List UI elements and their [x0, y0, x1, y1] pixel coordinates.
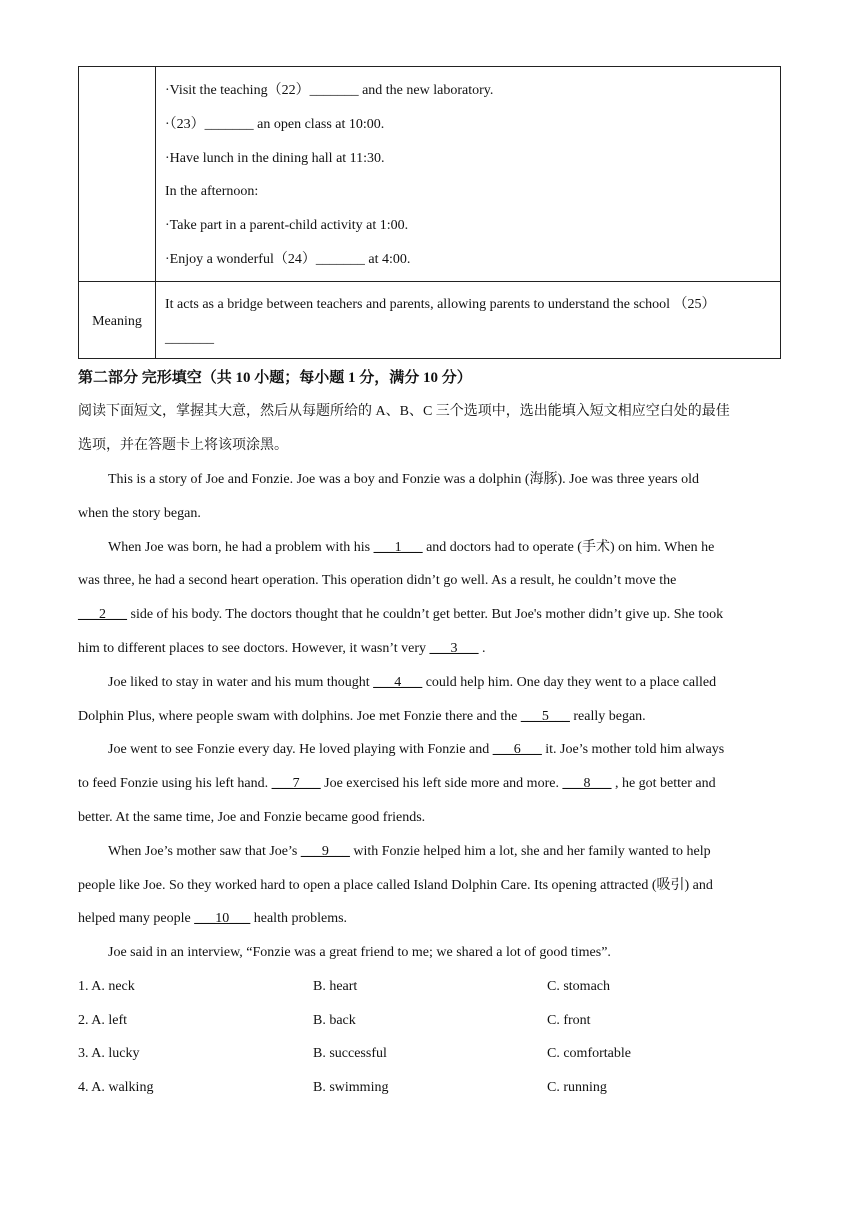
- question-3-option-b[interactable]: B. successful: [313, 1046, 387, 1061]
- question-2-option-a[interactable]: 2. A. left: [78, 1013, 127, 1028]
- passage-line: people like Joe. So they worked hard to open a place called Island Dolphin Care. Its opening attracted (吸引) and: [78, 878, 713, 893]
- question-1-option-c[interactable]: C. stomach: [547, 979, 610, 994]
- question-3-option-c[interactable]: C. comfortable: [547, 1046, 631, 1061]
- blank-5: ___5___: [520, 709, 570, 724]
- passage-line: better. At the same time, Joe and Fonzie became good friends.: [78, 810, 426, 825]
- table-line: In the afternoon:: [165, 184, 259, 199]
- meaning-label: Meaning: [92, 314, 142, 329]
- meaning-text: It acts as a bridge between teachers and parents, allowing parents to understand the school （25）: [165, 297, 716, 312]
- blank-8: ___8___: [562, 776, 612, 791]
- blank-3: ___3___: [429, 641, 479, 656]
- passage-line: was three, he had a second heart operation. This operation didn’t go well. As a result, he couldn’t move the: [78, 573, 677, 588]
- question-4-option-b[interactable]: B. swimming: [313, 1080, 389, 1095]
- blank-9: ___9___: [300, 844, 350, 859]
- passage-line: to feed Fonzie using his left hand. ___7___ Joe exercised his left side more and more. ___8___ , he got better and: [78, 776, 716, 791]
- passage-line: Joe liked to stay in water and his mum thought ___4___ could help him. One day they went to a place called: [108, 675, 717, 690]
- question-1-option-a[interactable]: 1. A. neck: [78, 979, 135, 994]
- passage-line: Joe went to see Fonzie every day. He loved playing with Fonzie and ___6___ it. Joe’s mother told him always: [108, 742, 725, 757]
- blank-10: ___10___: [194, 911, 251, 926]
- instruction-line: 选项，并在答题卡上将该项涂黑。: [78, 438, 288, 453]
- blank-4: ___4___: [373, 675, 423, 690]
- passage-line: helped many people ___10___ health problems.: [78, 911, 348, 926]
- question-1-option-b[interactable]: B. heart: [313, 979, 358, 994]
- table-line: ·Have lunch in the dining hall at 11:30.: [165, 151, 385, 166]
- instruction-line: 阅读下面短文，掌握其大意，然后从每题所给的 A、B、C 三个选项中，选出能填入短文相应空白处的最佳: [78, 404, 730, 419]
- blank-1: ___1___: [373, 540, 423, 555]
- table-line: ·（23）_______ an open class at 10:00.: [165, 117, 385, 132]
- schedule-table: [78, 66, 781, 359]
- passage-line: him to different places to see doctors. However, it wasn’t very ___3___ .: [78, 641, 486, 656]
- passage-line: When Joe’s mother saw that Joe’s ___9___ with Fonzie helped him a lot, she and her family wanted to help: [108, 844, 711, 859]
- table-column-divider: [155, 67, 156, 358]
- question-4-option-c[interactable]: C. running: [547, 1080, 607, 1095]
- question-3-option-a[interactable]: 3. A. lucky: [78, 1046, 140, 1061]
- table-line: ·Visit the teaching（22）_______ and the new laboratory.: [165, 83, 494, 98]
- question-2-option-c[interactable]: C. front: [547, 1013, 591, 1028]
- table-line: ·Take part in a parent-child activity at 1:00.: [165, 218, 409, 233]
- blank-7: ___7___: [271, 776, 321, 791]
- table-line: ·Enjoy a wonderful（24）_______ at 4:00.: [165, 252, 411, 267]
- passage-line: Joe said in an interview, “Fonzie was a great friend to me; we shared a lot of good times”.: [108, 945, 611, 960]
- blank-2: ___2___: [78, 607, 127, 622]
- question-4-option-a[interactable]: 4. A. walking: [78, 1080, 154, 1095]
- passage-line: This is a story of Joe and Fonzie. Joe was a boy and Fonzie was a dolphin (海豚). Joe was three years old: [108, 472, 699, 487]
- section-heading: 第二部分 完形填空（共 10 小题；每小题 1 分，满分 10 分）: [78, 370, 472, 386]
- passage-line: When Joe was born, he had a problem with his ___1___ and doctors had to operate (手术) on him. When he: [108, 540, 715, 555]
- passage-line: ___2___ side of his body. The doctors thought that he couldn’t get better. But Joe's mother didn’t give up. She took: [78, 607, 724, 622]
- question-2-option-b[interactable]: B. back: [313, 1013, 356, 1028]
- passage-line: Dolphin Plus, where people swam with dolphins. Joe met Fonzie there and the ___5___ really began.: [78, 709, 646, 724]
- blank-6: ___6___: [492, 742, 542, 757]
- meaning-blank: _______: [165, 331, 214, 346]
- passage-line: when the story began.: [78, 506, 201, 521]
- table-row-divider: [79, 281, 780, 282]
